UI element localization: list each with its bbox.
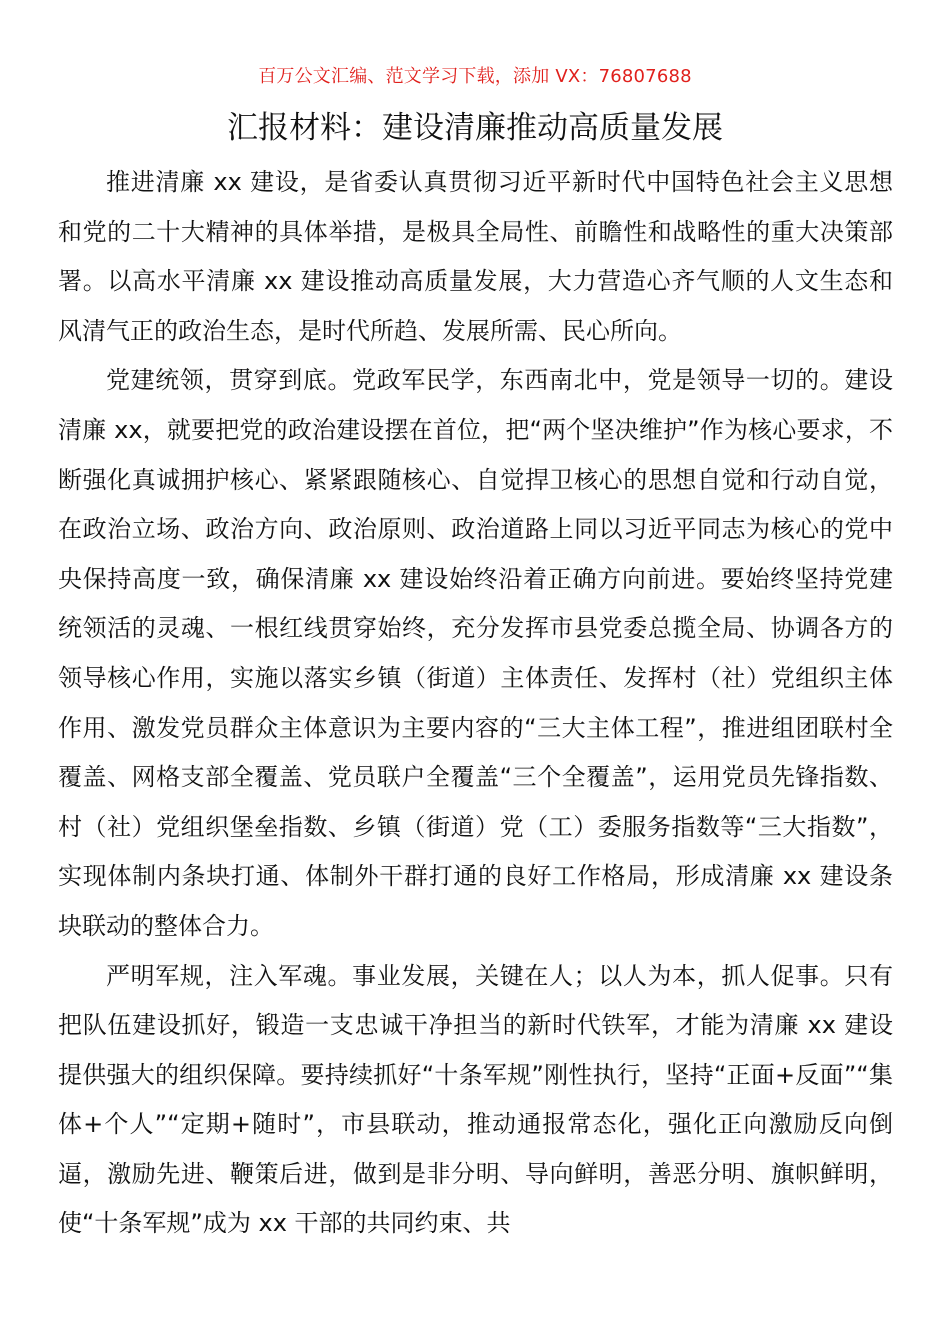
paragraph-party-leadership: 党建统领，贯穿到底。党政军民学，东西南北中，党是领导一切的。建设清廉 xx，就要把党的政治建设摆在首位，把“两个坚决维护”作为核心要求，不断强化真诚拥护核心、紧紧跟随核心、自觉捍卫核心的思想自觉和行动自觉，在政治立场、政治方向、政治原则、政治道路上同以习近平同志为核心的党中央保持高度一致，确保清廉 xx 建设始终沿着正确方向前进。要始终坚持党建统领活的灵魂、一根红线贯穿始终，充分发挥市县党委总揽全局、协调各方的领导核心作用，实施以落实乡镇（街道）主体责任、发挥村（社）党组织主体作用、激发党员群众主体意识为主要内容的“三大主体工程”，推进组团联村全覆盖、网格支部全覆盖、党员联户全覆盖“三个全覆盖”，运用党员先锋指数、村（社）党组织堡垒指数、乡镇（街道）党（工）委服务指数等“三大指数”，实现体制内条块打通、体制外干群打通的良好工作格局，形成清廉 xx 建设条块联动的整体合力。 [58, 366, 893, 940]
paragraph-intro: 推进清廉 xx 建设，是省委认真贯彻习近平新时代中国特色社会主义思想和党的二十大精神的具体举措，是极具全局性、前瞻性和战略性的重大决策部署。以高水平清廉 xx 建设推动高质量发展，大力营造心齐气顺的人文生态和风清气正的政治生态，是时代所趋、发展所需、民心所向。 [58, 168, 893, 345]
paragraph-military-rules: 严明军规，注入军魂。事业发展，关键在人；以人为本，抓人促事。只有把队伍建设抓好，锻造一支忠诚干净担当的新时代铁军，才能为清廉 xx 建设提供强大的组织保障。要持续抓好“十条军规”刚性执行，坚持“正面+反面”“集体+个人”“定期+随时”，市县联动，推动通报常态化，强化正向激励反向倒逼，激励先进、鞭策后进，做到是非分明、导向鲜明，善恶分明、旗帜鲜明，使“十条军规”成为 xx 干部的共同约束、共 [58, 961, 893, 1238]
document-body [58, 158, 893, 1249]
header-watermark-note: 百万公文汇编、范文学习下载，添加 VX：76807688 [258, 66, 692, 87]
document-title: 汇报材料：建设清廉推动高质量发展 [227, 110, 723, 146]
